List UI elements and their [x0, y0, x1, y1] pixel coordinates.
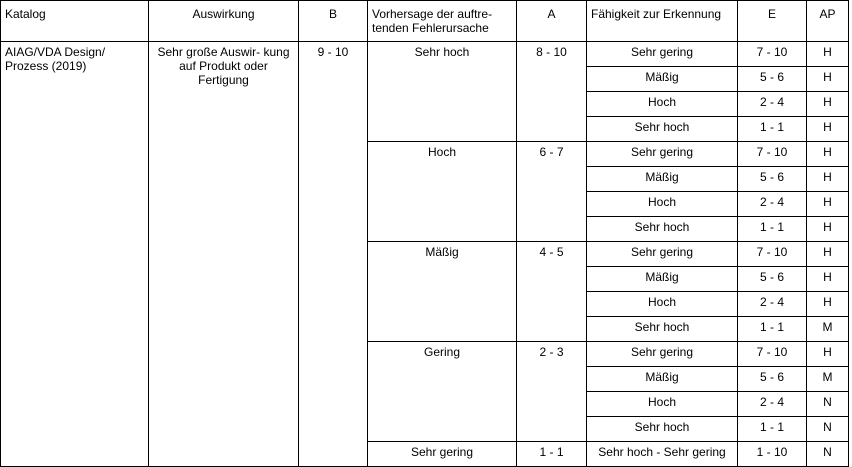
e-cell: 1 - 1: [738, 317, 807, 342]
e-cell: 1 - 1: [738, 217, 807, 242]
e-cell: 1 - 1: [738, 117, 807, 142]
faehigkeit-cell: Sehr gering: [587, 242, 738, 267]
faehigkeit-cell: Sehr hoch: [587, 417, 738, 442]
ap-cell: H: [807, 117, 849, 142]
e-cell: 7 - 10: [738, 342, 807, 367]
e-cell: 1 - 10: [738, 442, 807, 467]
ap-cell: M: [807, 367, 849, 392]
faehigkeit-cell: Hoch: [587, 292, 738, 317]
header-a: A: [517, 1, 587, 42]
a-cell: 2 - 3: [517, 342, 587, 442]
a-cell: 6 - 7: [517, 142, 587, 242]
faehigkeit-cell: Sehr hoch: [587, 317, 738, 342]
faehigkeit-cell: Mäßig: [587, 67, 738, 92]
header-katalog: Katalog: [1, 1, 149, 42]
faehigkeit-cell: Sehr gering: [587, 42, 738, 67]
ap-cell: H: [807, 42, 849, 67]
faehigkeit-cell: Sehr hoch: [587, 217, 738, 242]
e-cell: 5 - 6: [738, 267, 807, 292]
ap-cell: H: [807, 142, 849, 167]
faehigkeit-cell: Sehr gering: [587, 142, 738, 167]
vorhersage-cell: Gering: [368, 342, 517, 442]
faehigkeit-cell: Hoch: [587, 92, 738, 117]
faehigkeit-cell: Sehr hoch - Sehr gering: [587, 442, 738, 467]
faehigkeit-cell: Sehr gering: [587, 342, 738, 367]
header-faehigkeit: Fähigkeit zur Erkennung: [587, 1, 738, 42]
e-cell: 7 - 10: [738, 42, 807, 67]
ap-cell: H: [807, 67, 849, 92]
a-cell: 4 - 5: [517, 242, 587, 342]
ap-cell: H: [807, 217, 849, 242]
ap-cell: M: [807, 317, 849, 342]
faehigkeit-cell: Sehr hoch: [587, 117, 738, 142]
a-cell: 8 - 10: [517, 42, 587, 142]
faehigkeit-cell: Hoch: [587, 192, 738, 217]
e-cell: 2 - 4: [738, 392, 807, 417]
table-body: [1, 42, 849, 467]
katalog-cell: AIAG/VDA Design/ Prozess (2019): [1, 42, 149, 467]
header-vorhersage: Vorhersage der auftre- tenden Fehlerursache: [368, 1, 517, 42]
faehigkeit-cell: Mäßig: [587, 267, 738, 292]
e-cell: 5 - 6: [738, 67, 807, 92]
ap-cell: N: [807, 392, 849, 417]
e-cell: 2 - 4: [738, 192, 807, 217]
ap-cell: H: [807, 92, 849, 117]
faehigkeit-cell: Hoch: [587, 392, 738, 417]
table-row: [1, 42, 849, 67]
vorhersage-cell: Sehr gering: [368, 442, 517, 467]
e-cell: 5 - 6: [738, 167, 807, 192]
e-cell: 2 - 4: [738, 92, 807, 117]
ap-cell: H: [807, 342, 849, 367]
header-auswirkung: Auswirkung: [149, 1, 299, 42]
ap-cell: H: [807, 267, 849, 292]
e-cell: 7 - 10: [738, 242, 807, 267]
faehigkeit-cell: Mäßig: [587, 167, 738, 192]
e-cell: 5 - 6: [738, 367, 807, 392]
header-row: [1, 1, 849, 42]
a-cell: 1 - 1: [517, 442, 587, 467]
header-e: E: [738, 1, 807, 42]
vorhersage-cell: Mäßig: [368, 242, 517, 342]
ap-cell: N: [807, 417, 849, 442]
b-cell: 9 - 10: [299, 42, 368, 467]
ap-cell: H: [807, 167, 849, 192]
ap-cell: N: [807, 442, 849, 467]
vorhersage-cell: Hoch: [368, 142, 517, 242]
auswirkung-cell: Sehr große Auswir- kung auf Produkt oder Fertigung: [149, 42, 299, 467]
e-cell: 2 - 4: [738, 292, 807, 317]
ap-cell: H: [807, 292, 849, 317]
vorhersage-cell: Sehr hoch: [368, 42, 517, 142]
ap-cell: H: [807, 192, 849, 217]
header-ap: AP: [807, 1, 849, 42]
header-b: B: [299, 1, 368, 42]
ap-cell: H: [807, 242, 849, 267]
e-cell: 7 - 10: [738, 142, 807, 167]
faehigkeit-cell: Mäßig: [587, 367, 738, 392]
e-cell: 1 - 1: [738, 417, 807, 442]
